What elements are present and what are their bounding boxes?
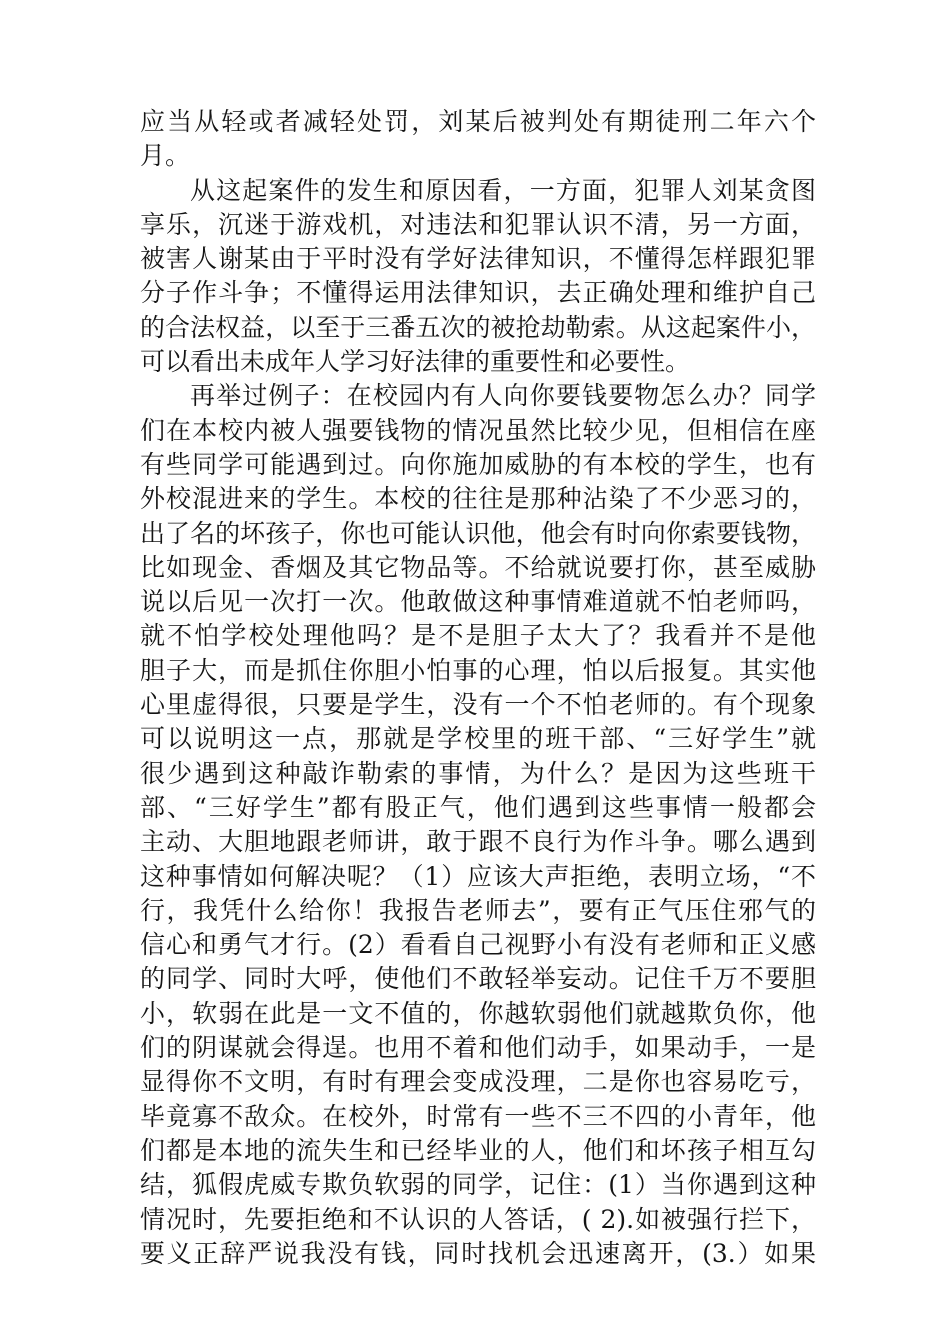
text-line: 应当从轻或者减轻处罚，刘某后被判处有期徒刑二年六个: [140, 107, 816, 136]
text-line: 月。: [140, 141, 191, 171]
text-line: 的同学、同时大呼，使他们不敢轻举妄动。记住千万不要胆: [140, 964, 816, 994]
text-line: 被害人谢某由于平时没有学好法律知识，不懂得怎样跟犯罪: [140, 244, 816, 274]
text-line: 要义正辞严说我没有钱，同时找机会迅速离开，(3.）如果: [140, 1238, 816, 1268]
text-line: 很少遇到这种敲诈勒索的事情，为什么？是因为这些班干: [140, 758, 816, 788]
text-line: 说以后见一次打一次。他敢做这种事情难道就不怕老师吗，: [140, 587, 816, 617]
body-text: [140, 105, 816, 1271]
text-line: 有些同学可能遇到过。向你施加威胁的有本校的学生，也有: [140, 449, 816, 479]
text-line: 小，软弱在此是一文不值的，你越软弱他们就越欺负你，他: [140, 998, 816, 1028]
text-line: 心里虚得很，只要是学生，没有一个不怕老师的。有个现象: [140, 690, 816, 720]
text-line: 们都是本地的流失生和已经毕业的人，他们和坏孩子相互勾: [140, 1135, 816, 1165]
paragraph-first-line: 再举过例子：在校园内有人向你要钱要物怎么办？同学: [190, 381, 816, 411]
text-line: 可以说明这一点，那就是学校里的班干部、“三好学生”就: [140, 724, 816, 754]
text-line: 可以看出未成年人学习好法律的重要性和必要性。: [140, 347, 691, 377]
text-line: 的合法权益，以至于三番五次的被抢劫勒索。从这起案件小，: [140, 312, 816, 342]
text-line: 分子作斗争；不懂得运用法律知识，去正确处理和维护自己: [140, 278, 816, 308]
text-line: 主动、大胆地跟老师讲，敢于跟不良行为作斗争。哪么遇到: [140, 827, 816, 857]
text-line: 们在本校内被人强要钱物的情况虽然比较少见，但相信在座: [140, 415, 816, 445]
text-line: 这种事情如何解决呢？（1）应该大声拒绝，表明立场，“不: [140, 861, 816, 891]
text-line: 显得你不文明，有时有理会变成没理，二是你也容易吃亏，: [140, 1067, 816, 1097]
text-line: 比如现金、香烟及其它物品等。不给就说要打你，甚至威胁: [140, 552, 816, 582]
text-line: 胆子大，而是抓住你胆小怕事的心理，怕以后报复。其实他: [140, 655, 816, 685]
text-line: 信心和勇气才行。(2）看看自己视野小有没有老师和正义感: [140, 930, 816, 960]
text-line: 出了名的坏孩子，你也可能认识他，他会有时向你索要钱物，: [140, 518, 816, 548]
text-line: 就不怕学校处理他吗？是不是胆子太大了？我看并不是他: [140, 621, 816, 651]
text-line: 结，狐假虎威专欺负软弱的同学，记住：(1）当你遇到这种: [140, 1170, 816, 1200]
paragraph-first-line: 从这起案件的发生和原因看，一方面，犯罪人刘某贪图: [190, 175, 816, 205]
text-line: 部、“三好学生”都有股正气，他们遇到这些事情一般都会: [140, 792, 816, 822]
text-line: 毕竟寡不敌众。在校外，时常有一些不三不四的小青年，他: [140, 1101, 816, 1131]
text-line: 情况时，先要拒绝和不认识的人答话，( 2).如被强行拦下，: [140, 1204, 816, 1234]
text-line: 外校混进来的学生。本校的往往是那种沾染了不少恶习的，: [140, 484, 816, 514]
text-line: 们的阴谋就会得逞。也用不着和他们动手，如果动手，一是: [140, 1033, 816, 1063]
text-line: 享乐，沉迷于游戏机，对违法和犯罪认识不清，另一方面，: [140, 209, 816, 239]
text-line: 行，我凭什么给你！我报告老师去”，要有正气压住邪气的: [140, 895, 816, 925]
